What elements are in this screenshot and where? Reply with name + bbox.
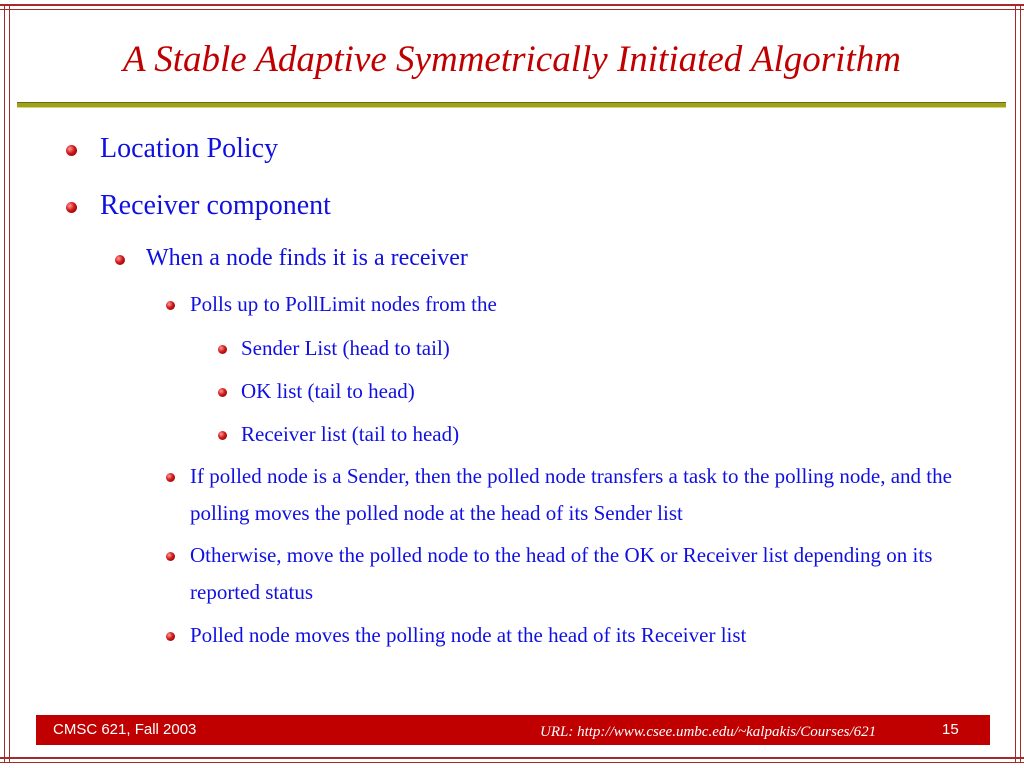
bullet-when-receiver [146,245,468,272]
bullet-text: Polled node moves the polling node at the head of its Receiver list [190,623,747,647]
bullet-text: When a node finds it is a receiver [146,245,468,271]
frame-right-line [1020,4,1021,763]
frame-bottom-line [0,757,1024,759]
red-sphere-bullet-icon [166,552,175,561]
frame-top-line-inner [0,9,1024,10]
frame-left-line-inner [9,4,10,763]
footer-url: URL: http://www.csee.umbc.edu/~kalpakis/Courses/621 [540,724,877,740]
bullet-otherwise-move [190,537,950,611]
bullet-text: Sender List (head to tail) [241,336,450,360]
bullet-location-policy [100,133,278,165]
slide-title: A Stable Adaptive Symmetrically Initiated Algorithm [123,39,901,80]
bullet-text: Location Policy [100,133,279,164]
bullet-sender-list [241,336,450,361]
red-sphere-bullet-icon [218,431,227,440]
bullet-text: Otherwise, move the polled node to the head of the OK or Receiver list depending on its reported status [190,543,933,604]
bullet-polls-up-to [190,286,497,323]
bullet-receiver-component [100,190,331,222]
red-sphere-bullet-icon [166,301,175,310]
red-sphere-bullet-icon [218,345,227,354]
red-sphere-bullet-icon [66,145,77,156]
bullet-text: Polls up to PollLimit nodes from the [190,292,497,316]
bullet-text: OK list (tail to head) [241,379,415,403]
bullet-if-polled-sender [190,458,990,532]
frame-right-line-inner [1015,4,1016,763]
bullet-text: Receiver list (tail to head) [241,422,460,446]
bullet-receiver-list [241,422,459,447]
footer-course: CMSC 621, Fall 2003 [53,721,197,738]
frame-top-line [0,4,1024,6]
footer-page-number: 15 [942,721,959,738]
red-sphere-bullet-icon [66,202,77,213]
red-sphere-bullet-icon [166,632,175,641]
title-underline [17,102,1006,108]
frame-bottom-line-inner [0,762,1024,763]
bullet-text: If polled node is a Sender, then the polled node transfers a task to the polling node, and the polling moves the polled node at the head of its Sender list [190,464,952,525]
red-sphere-bullet-icon [218,388,227,397]
red-sphere-bullet-icon [115,255,125,265]
red-sphere-bullet-icon [166,473,175,482]
bullet-text: Receiver component [100,190,331,221]
bullet-polled-node-moves [190,617,746,654]
bullet-ok-list [241,379,415,404]
frame-left-line [4,4,5,763]
